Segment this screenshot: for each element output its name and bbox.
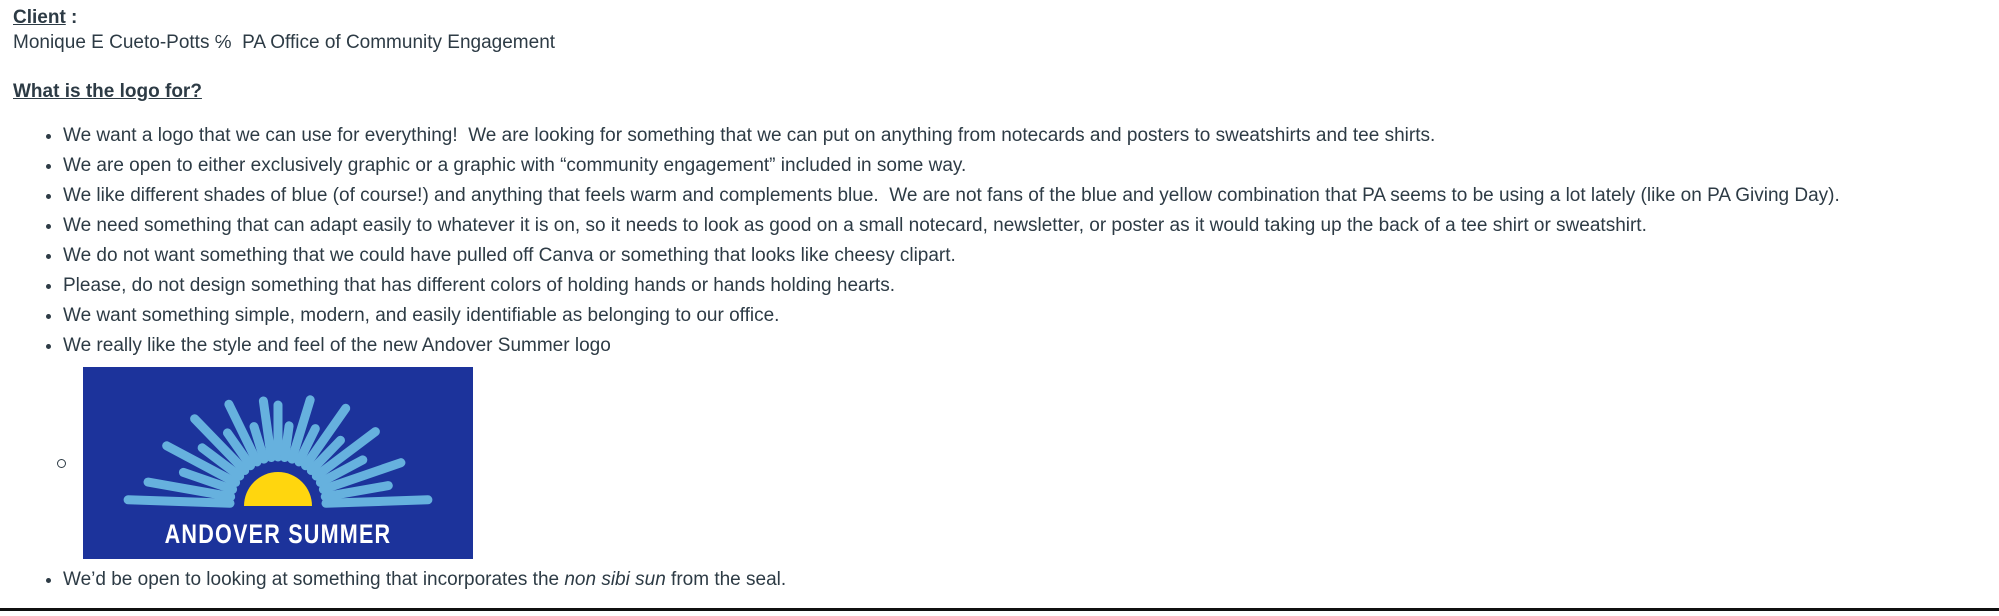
final-bullet-suffix: from the seal.	[665, 569, 787, 590]
brief-bullet: • We do not want something that we could have pulled off Canva or something that looks like cheesy clipart.	[63, 241, 1999, 271]
brief-bullet-final	[63, 565, 1999, 595]
andover-summer-logo	[83, 367, 473, 559]
brief-bullet: • We want a logo that we can use for everything! We are looking for something that we can put on anything from notecards and posters to sweatshirts and tee shirts.	[63, 121, 1999, 151]
brief-bullet: • We like different shades of blue (of course!) and anything that feels warm and complements blue. We are not fans of the blue and yellow combination that PA seems to be using a lot lately (like on PA Giving Day).	[63, 181, 1999, 211]
page-root	[0, 6, 1999, 595]
client-label-text: Client	[13, 7, 66, 28]
andover-summer-logo-graphic	[83, 367, 473, 559]
brief-bullet: • We need something that can adapt easily to whatever it is on, so it needs to look as good on a small notecard, newsletter, or poster as it would taking up the back of a tee shirt or sweatshirt.	[63, 211, 1999, 241]
client-label	[13, 6, 1999, 30]
circle-bullet-marker	[57, 459, 66, 468]
client-name: Monique E Cueto-Potts ℅ PA Office of Community Engagement	[13, 32, 556, 53]
logo-list-item	[57, 367, 1999, 559]
brief-bullet: • Please, do not design something that has different colors of holding hands or hands holding hearts.	[63, 271, 1999, 301]
final-bullet-italic: non sibi sun	[564, 569, 666, 590]
client-label-colon: :	[65, 7, 78, 28]
brief-bullet: • We want something simple, modern, and easily identifiable as belonging to our office.	[63, 301, 1999, 331]
brief-bullet: • We are open to either exclusively graphic or a graphic with “community engagement” included in some way.	[63, 151, 1999, 181]
logo-wordmark: ANDOVER SUMMER	[164, 519, 392, 550]
brief-heading: What is the logo for?	[13, 81, 202, 102]
final-bullet-prefix: We’d be open to looking at something that incorporates the	[63, 569, 565, 590]
brief-list	[13, 121, 1999, 595]
brief-bullet: • We really like the style and feel of the new Andover Summer logo	[63, 331, 1999, 361]
